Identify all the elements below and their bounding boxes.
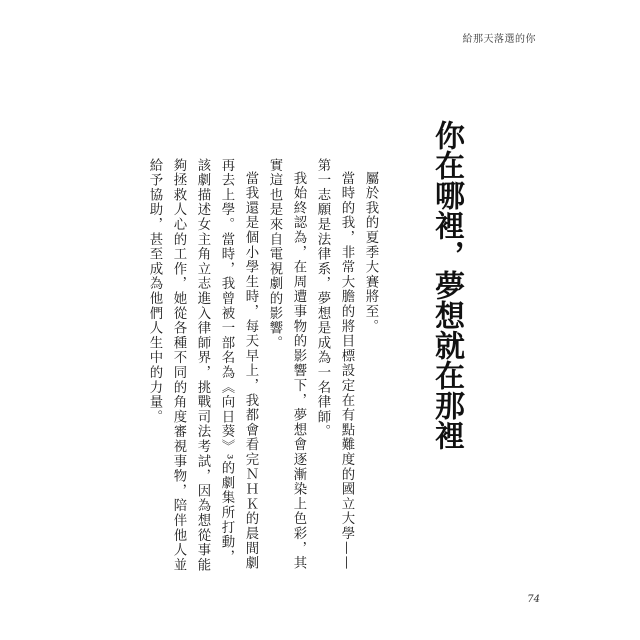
paragraph: 屬於我的夏季大賽將至。	[363, 171, 378, 335]
chapter-title-line-1: 你在哪裡，	[429, 120, 464, 270]
running-head: 給那天落選的你	[462, 34, 536, 45]
chapter-title-line-2: 夢想就在那裡	[429, 270, 464, 450]
paragraph: 我始終認為，在周遭事物的影響下，夢想會逐漸染上色彩，其實這也是來自電視劇的影響。	[267, 158, 306, 571]
body-text	[142, 158, 382, 578]
paragraph: 當時的我，非常大膽的將目標設定在有點難度的國立大學——第一志願是法律系，夢想是成為一名律師。	[315, 158, 354, 571]
page-number: 74	[527, 594, 540, 605]
chapter-title	[426, 120, 466, 450]
paragraph: 當我還是個小學生時，每天早上，我都會看完ＮＨＫ的晨間劇再去上學。當時，我曾被一部名為《向日葵》³的劇集所打動，該劇描述女主角立志進入律師界，挑戰司法考試，因為想從事能夠拯救人心的工作，她從各種不同的角度審視事物，陪伴他人並給予協助，甚至成為他們人生中的力量。	[147, 158, 258, 573]
